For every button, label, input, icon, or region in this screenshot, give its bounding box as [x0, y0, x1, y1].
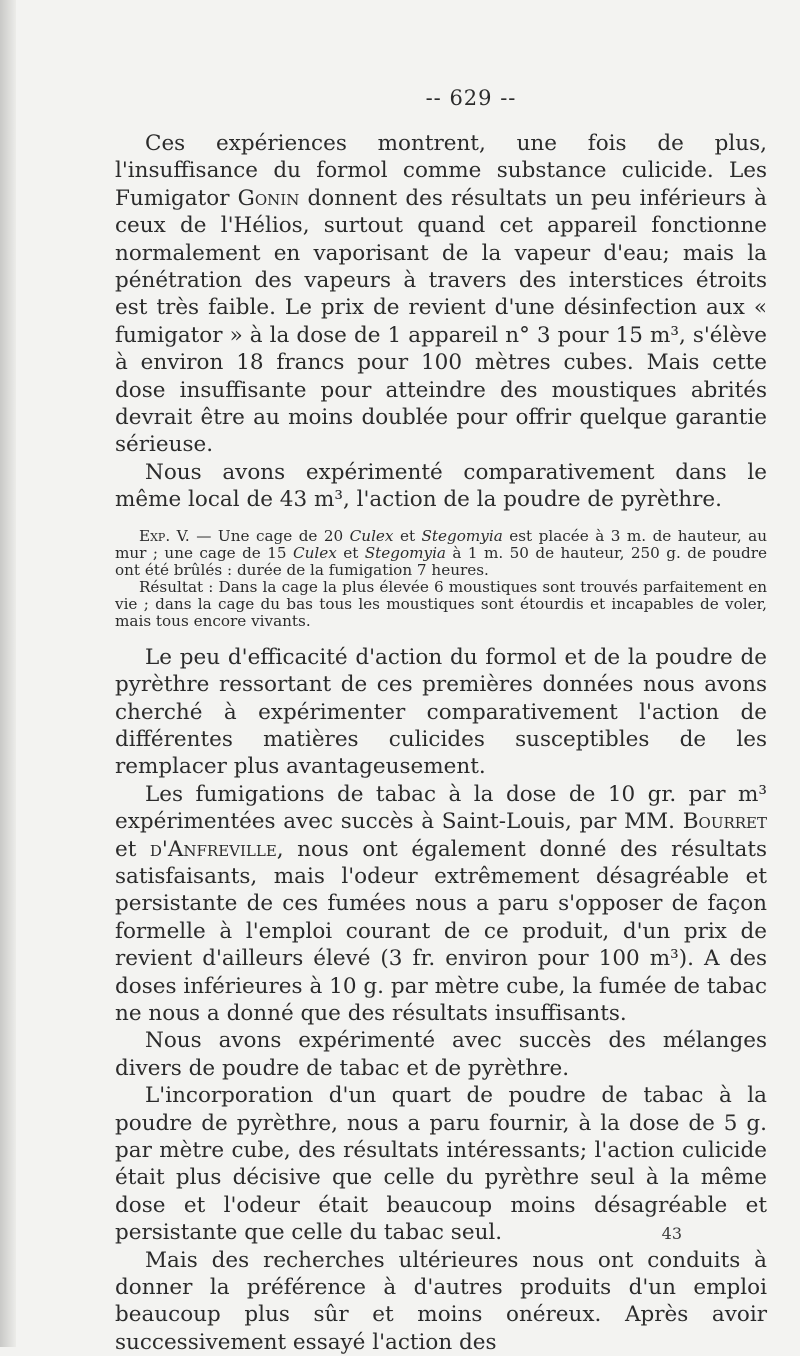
document-page: [115, 86, 767, 1356]
experiment-label: Exp. V.: [139, 526, 190, 545]
paragraph-7: Mais des recherches ultérieures nous ont conduits à donner la préférence à d'autres produits d'un emploi beaucoup plus sûr et moins onéreux. Après avoir successivement essayé l'action des: [115, 1247, 767, 1355]
paragraph-1-text-b: donnent des résultats un peu inférieurs à ceux de l'Hélios, surtout quand cet appareil fonctionne normalement en vaporisant de la vapeur d'eau; mais la pénétration des vapeurs à travers des interstices étroits est très faible. Le prix de revient d'une désinfection aux « fumigator » à la dose de 1 appareil n° 3 pour 15 m³, s'élève à environ 18 francs pour 100 mètres cubes. Mais cette dose insuffisante pour atteindre des moustiques abrités devrait être au moins doublée pour offrir quelque garantie sérieuse.: [115, 185, 767, 458]
experiment-text-e: à 1 m. 50 de hauteur, 250 g. de poudre ont été brûlés : durée de la fumigation 7 heures.: [115, 543, 767, 579]
page-number: -- 629 --: [425, 86, 517, 110]
species-culex: Culex: [349, 526, 394, 545]
paragraph-4: [115, 781, 767, 1028]
paragraph-4-text-a: Les fumigations de tabac à la dose de 10 gr. par m³ expérimentées avec succès à Saint-Louis, par MM.: [115, 781, 767, 835]
author-name-danfreville: d'Anfreville: [149, 836, 277, 862]
experiment-text-a: — Une cage de 20: [189, 526, 350, 545]
paragraph-2: Nous avons expérimenté comparativement dans le même local de 43 m³, l'action de la poudre de pyrèthre.: [115, 459, 767, 513]
paragraph-3: Le peu d'efficacité d'action du formol et de la poudre de pyrèthre ressortant de ces premières données nous avons cherché à expérimenter comparativement l'action de différentes matières culicides susceptibles de les remplacer plus avantageusement.: [115, 644, 767, 780]
paragraph-5: Nous avons expérimenté avec succès des mélanges divers de poudre de tabac et de pyrèthre.: [115, 1028, 767, 1081]
experiment-result: Résultat : Dans la cage la plus élevée 6 moustiques sont trouvés parfaitement en vie ; dans la cage du bas tous les moustiques sont étourdis et incapables de voler, mais tous encore vivants.: [115, 577, 767, 630]
paragraph-6: L'incorporation d'un quart de poudre de tabac à la poudre de pyrèthre, nous a paru fournir, à la dose de 5 g. par mètre cube, des résultats intéressants; l'action culicide était plus décisive que celle du pyrèthre seul à la même dose et l'odeur était beaucoup moins désagréable et persistante que celle du tabac seul.: [115, 1083, 767, 1246]
species-stegomyia: Stegomyia: [364, 543, 446, 562]
experiment-text-c: est placée à 3 m. de hauteur, au mur ; une cage de 15: [115, 526, 767, 562]
experiment-text-b: et: [393, 526, 422, 545]
book-binding-edge: [0, 0, 16, 1347]
experiment-text-d: et: [336, 543, 365, 562]
signature-mark: 43: [661, 1224, 682, 1243]
species-stegomyia: Stegomyia: [421, 526, 503, 545]
author-name-gonin: Gonin: [237, 185, 300, 211]
paragraph-4-text-c: , nous ont également donné des résultats satisfaisants, mais l'odeur extrêmement désagréable et persistante de ces fumées nous a paru s'opposer de façon formelle à l'emploi courant de ce produit, d'un prix de revient d'ailleurs élevé (3 fr. environ pour 100 m³). A des doses inférieures à 10 g. par mètre cube, la fumée de tabac ne nous a donné que des résultats insuffisants.: [115, 836, 767, 1026]
paragraph-1-text-a: Ces expériences montrent, une fois de plus, l'insuffisance du formol comme substance culicide. Les Fumigator: [115, 131, 767, 211]
paragraph-1: [115, 130, 767, 459]
experiment-note: [115, 528, 767, 630]
species-culex: Culex: [292, 543, 337, 562]
paragraph-4-text-b: et: [115, 836, 150, 862]
author-name-bourret: Bourret: [682, 809, 767, 835]
experiment-description: [115, 528, 767, 579]
